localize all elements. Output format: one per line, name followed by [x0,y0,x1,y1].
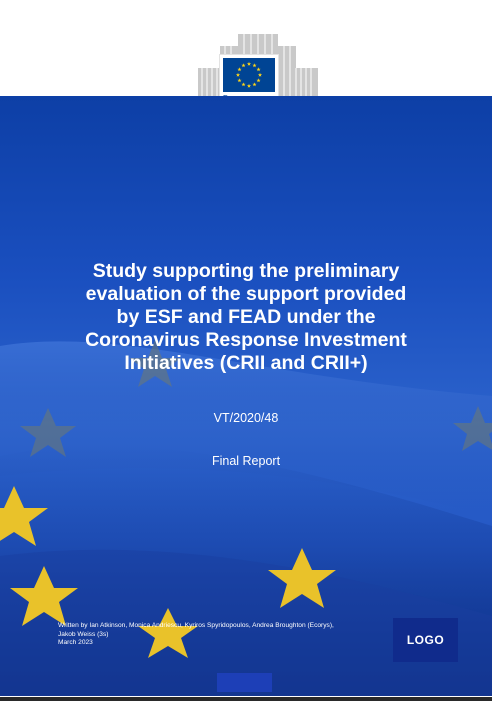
cover-background [0,96,492,696]
logo-placeholder: LOGO [393,618,458,662]
authors-block [58,622,388,648]
page-bottom-border [0,697,492,701]
title-line-1: Study supporting the preliminary [92,260,400,282]
title-line-4: Coronavirus Response Investment [85,329,407,351]
eu-flag-waves-graphic [0,96,492,696]
bottom-bar [217,673,272,692]
report-type: Final Report [211,454,281,468]
title-line-2: evaluation of the support provided [85,283,407,305]
title-line-3: by ESF and FEAD under the [116,306,376,328]
title-line-5: Initiatives (CRII and CRII+) [124,352,368,374]
authors-line-1: Written by Ian Atkinson, Monica Andriescu, Kyriros Spyridopoulos, Andrea Broughton (Ecorys), [58,622,334,629]
authors-line-2: Jakob Weiss (3s) [58,630,109,638]
report-title [40,260,452,375]
eu-flag-icon [223,58,275,92]
publication-date: March 2023 [58,639,93,646]
reference-number: VT/2020/48 [213,411,279,425]
